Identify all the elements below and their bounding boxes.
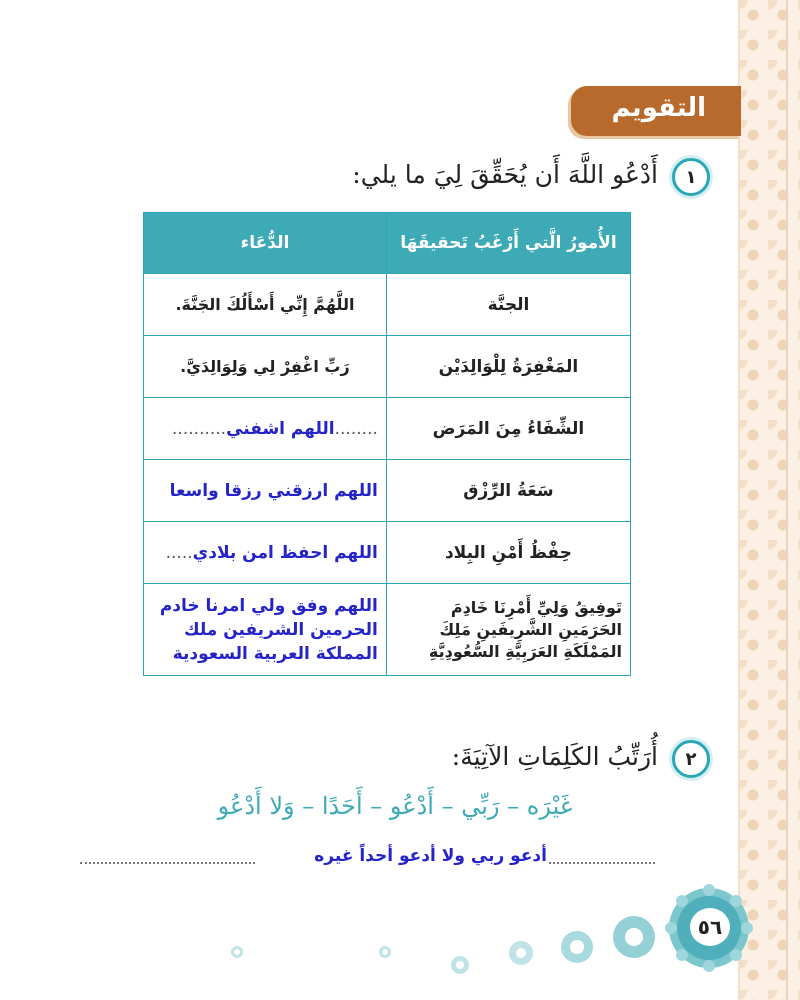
thing-cell: سَعَةُ الرِّزْق — [386, 460, 630, 522]
header-things: الأُمورُ الَّتي أَرْغَبُ تَحقيقَهَا — [386, 213, 630, 274]
dua-answer-cell — [144, 522, 387, 584]
scrambled-words: غَيْرَه – رَبِّي – أَدْعُو – أَحَدًا – وَلا أَدْعُو — [217, 792, 573, 820]
question-2-number: ٢ — [672, 740, 710, 778]
question-1-number: ١ — [672, 158, 710, 196]
table-header-row — [144, 213, 631, 274]
thing-cell: تَوفِيقُ وَلِيِّ أَمْرِنَا خَادِمَ الحَرَمَينِ الشَّرِيفَينِ مَلِكَ المَمْلَكَةِ العَرَبِيَّةِ السُّعُودِيَّةِ — [386, 584, 630, 676]
rosette-icon — [450, 955, 470, 975]
table-row — [144, 336, 631, 398]
thing-cell: الشِّفَاءُ مِنَ المَرَض — [386, 398, 630, 460]
table-row — [144, 398, 631, 460]
handwritten-answer: اللهم وفق ولي امرنا خادم الحرمين الشريفين ملك المملكة العربية السعودية — [159, 595, 378, 664]
thing-cell: حِفْظُ أَمْنِ البِلاد — [386, 522, 630, 584]
table-row — [144, 522, 631, 584]
dua-cell: رَبِّ اغْفِرْ لِي وَلِوَالِدَيَّ. — [144, 336, 387, 398]
table-row — [144, 460, 631, 522]
rosette-icon — [508, 940, 534, 966]
page-number: ٥٦ — [690, 908, 730, 946]
header-dua: الدُّعَاء — [144, 213, 387, 274]
dua-cell: اللَّهُمَّ إِنِّي أَسْأَلُكَ الجَنَّةَ. — [144, 274, 387, 336]
dua-table — [143, 212, 631, 676]
handwritten-answer: اللهم احفظ امن بلادي — [192, 542, 378, 563]
handwritten-answer: اللهم اشفني — [226, 418, 335, 439]
thing-cell: المَغْفِرَةُ لِلْوَالِدَيْن — [386, 336, 630, 398]
side-strip-border — [738, 0, 740, 1000]
rosette-icon — [560, 930, 594, 964]
handwritten-answer: اللهم ارزقني رزقا واسعا — [169, 480, 378, 501]
section-header-tab — [571, 86, 741, 136]
handwritten-answer: أدعو ربي ولا أدعو أحداً غيره — [255, 846, 549, 866]
rosette-icon — [378, 945, 392, 959]
answer-dots: .......... — [172, 418, 227, 439]
page-gutter-line — [786, 0, 788, 1000]
table-row — [144, 584, 631, 676]
rosette-icon — [612, 915, 656, 959]
dua-answer-cell — [144, 584, 387, 676]
table-row — [144, 274, 631, 336]
decorative-side-strip — [738, 0, 800, 1000]
section-title: التقويم — [611, 93, 706, 123]
question-1-text: أَدْعُو اللَّهَ أَن يُحَقِّقَ لِيَ ما يلي: — [352, 160, 658, 189]
rosette-icon — [230, 945, 244, 959]
thing-cell: الجنَّة — [386, 274, 630, 336]
answer-dots: ..... — [165, 542, 193, 563]
dua-answer-cell — [144, 460, 387, 522]
answer-dots: ........ — [334, 418, 378, 439]
question-2-text: أُرَتِّبُ الكَلِمَاتِ الآتِيَةَ: — [451, 742, 658, 771]
dua-answer-cell — [144, 398, 387, 460]
